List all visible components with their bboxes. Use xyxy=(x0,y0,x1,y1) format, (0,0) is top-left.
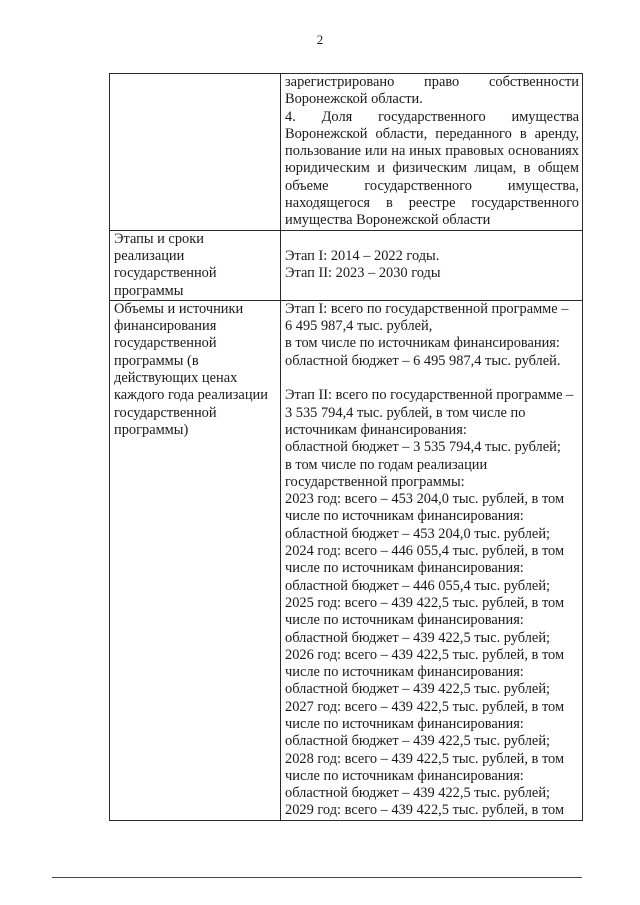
by-years-intro: в том числе по годам реализации государственной программы: xyxy=(285,456,488,490)
year-2027-budget: областной бюджет – 439 422,5 тыс. рублей; xyxy=(285,733,551,750)
stage-1-budget: областной бюджет – 6 495 987,4 тыс. рублей. xyxy=(285,352,561,369)
stages-cell xyxy=(281,230,583,300)
stage-2-total: Этап II: всего по государственной программе – 3 535 794,4 тыс. рублей, в том числе по источникам финансирования: xyxy=(285,387,574,438)
table-row-indicators-continued xyxy=(110,74,583,231)
year-2025-budget: областной бюджет – 439 422,5 тыс. рублей; xyxy=(285,629,551,646)
year-2024-budget: областной бюджет – 446 055,4 тыс. рублей; xyxy=(285,577,551,594)
program-passport-table xyxy=(109,73,583,821)
table-row-funding xyxy=(110,300,583,820)
funding-cell xyxy=(281,300,583,820)
table-row-stages xyxy=(110,230,583,300)
stage-1-total: Этап I: всего по государственной программе – 6 495 987,4 тыс. рублей, xyxy=(285,300,569,335)
indicator-4: 4. Доля государственного имущества Воронежской области, переданного в аренду, пользование или на иных правовых основаниях юридическим и физическим лицам, в общем объеме государственного имущества, находящегося в реестре государственного имущества Воронежской области xyxy=(285,108,579,229)
paragraph-gap xyxy=(285,370,579,387)
page-number: 2 xyxy=(316,32,324,47)
stage-2-period: Этап II: 2023 – 2030 годы xyxy=(285,264,441,281)
year-2029-total-partial: 2029 год: всего – 439 422,5 тыс. рублей, в том xyxy=(285,802,565,819)
year-2026-budget: областной бюджет – 439 422,5 тыс. рублей; xyxy=(285,681,551,698)
year-2027-total: 2027 год: всего – 439 422,5 тыс. рублей, в том числе по источникам финансирования: xyxy=(285,698,565,732)
year-2023-budget: областной бюджет – 453 204,0 тыс. рублей; xyxy=(285,525,551,542)
year-2025-total: 2025 год: всего – 439 422,5 тыс. рублей, в том числе по источникам финансирования: xyxy=(285,594,565,629)
stage-1-period: Этап I: 2014 – 2022 годы. xyxy=(285,247,440,264)
empty-label-cell xyxy=(110,74,281,231)
stage-2-budget: областной бюджет – 3 535 794,4 тыс. рублей; xyxy=(285,439,561,456)
stages-label: Этапы и сроки реализации государственной программы xyxy=(110,230,281,300)
indicators-cell xyxy=(281,74,583,231)
year-2023-total: 2023 год: всего – 453 204,0 тыс. рублей, в том числе по источникам финансирования: xyxy=(285,491,565,525)
stage-1-sources: в том числе по источникам финансирования: xyxy=(285,335,560,352)
year-2028-budget: областной бюджет – 439 422,5 тыс. рублей; xyxy=(285,785,551,802)
year-2024-total: 2024 год: всего – 446 055,4 тыс. рублей, в том числе по источникам финансирования: xyxy=(285,543,565,577)
funding-label: Объемы и источники финансирования государственной программы (в действующих ценах каждого года реализации государственной программы) xyxy=(110,300,281,820)
bottom-divider xyxy=(52,877,582,878)
year-2028-total: 2028 год: всего – 439 422,5 тыс. рублей, в том числе по источникам финансирования: xyxy=(285,750,565,784)
indicator-3-ending: зарегистрировано право собственности Воронежской области. xyxy=(285,74,579,108)
year-2026-total: 2026 год: всего – 439 422,5 тыс. рублей, в том числе по источникам финансирования: xyxy=(285,646,565,681)
